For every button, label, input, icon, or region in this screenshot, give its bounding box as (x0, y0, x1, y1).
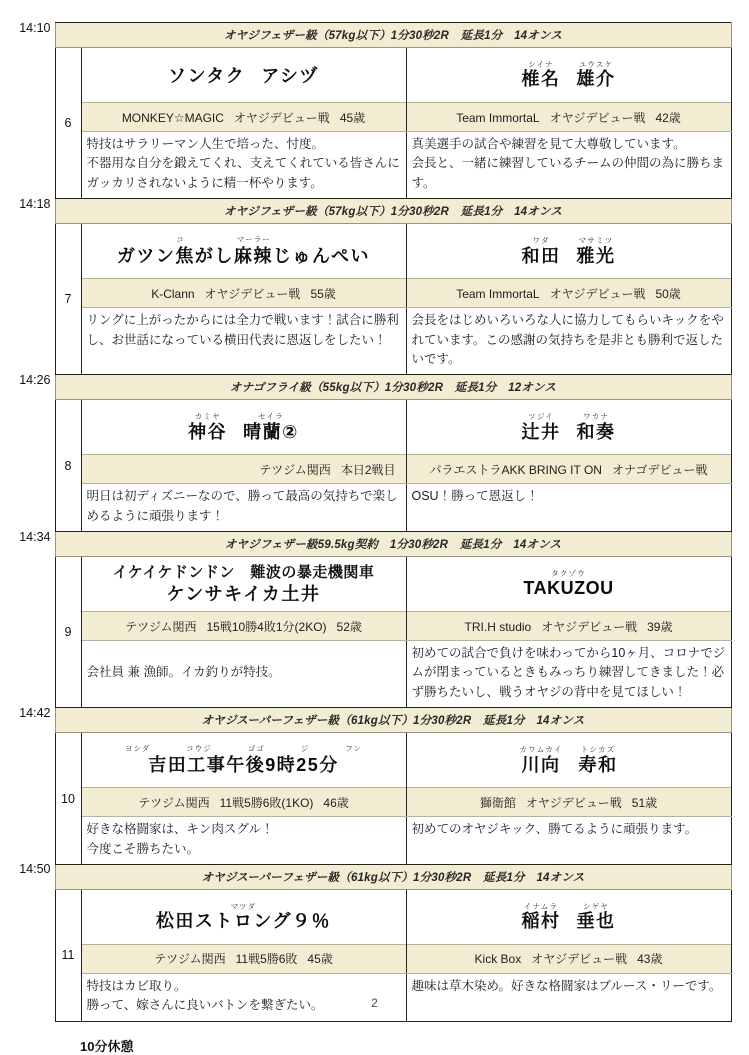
bout-comment-row (18, 132, 731, 199)
blue-corner-name-cell (406, 733, 731, 788)
fighter-comment-line: OSU！勝って恩返し！ (411, 489, 539, 504)
blue-corner-gym-cell (406, 788, 731, 817)
time-spacer (18, 308, 55, 375)
red-corner-comment (81, 308, 406, 375)
fighter-comment-line: ムが閉まっているときもみっちり練習してきました！必 (411, 665, 725, 680)
fighter-comment-line: 初めてのオヤジキック、勝てるように頑張ります。 (411, 822, 698, 837)
fighter-comment-line: 好きな格闘家は、キン肉スグル！ (86, 822, 274, 837)
red-corner-gym-cell (81, 455, 406, 484)
fighter-name: 吉田工事午後9時25分 (148, 755, 339, 776)
blue-corner-name-cell (406, 48, 731, 103)
time-spacer (18, 279, 55, 308)
time-spacer (18, 132, 55, 199)
fighter-record: オヤジデビュー戦 (531, 952, 628, 967)
fighter-age: 45歳 (339, 110, 366, 125)
bout-names-row (18, 733, 731, 788)
fighter-name-ruby: セイラ (258, 412, 284, 422)
fighter-record: オヤジデビュー戦 (549, 286, 646, 301)
bout-class-row (18, 375, 731, 400)
fighter-name: ケンサキイカ土井 (166, 584, 321, 605)
fighter-comment-line: 会社員 兼 漁師。イカ釣りが特技。 (86, 665, 281, 680)
fighter-comment-line: す。 (411, 175, 436, 190)
fighter-name-ruby: マツダ (230, 901, 257, 911)
fighter-name: ワダ 和田 マサミツ 雅光 (521, 236, 616, 266)
bout-names-row (18, 400, 731, 455)
fighter-name-ruby: トシカズ (580, 745, 616, 755)
fighter-name-ruby: ユウスケ (578, 59, 614, 69)
bout-gym-row (18, 279, 731, 308)
red-corner-gym-cell (81, 103, 406, 132)
fighter-name-ruby: イナムラ (523, 901, 559, 911)
fighter-age: 42歳 (655, 110, 681, 125)
bout-class-line: オヤジフェザー級59.5kg契約 1分30秒2R 延長1分 14オンス (55, 532, 731, 557)
fighter-record: オヤジデビュー戦 (549, 110, 646, 125)
red-corner-name-cell (81, 224, 406, 279)
time-spacer (18, 103, 55, 132)
bout-time: 14:18 (19, 196, 51, 211)
fighter-record: オヤジデビュー戦 (525, 795, 622, 810)
blue-corner-comment (406, 308, 731, 375)
red-corner-comment (81, 484, 406, 532)
fighter-name-ruby: ワダ (532, 236, 550, 246)
bout-class-line: オヤジフェザー級（57kg以下）1分30秒2R 延長1分 14オンス (55, 23, 731, 48)
fighter-name: マツダ 松田ストロング９％ (155, 901, 332, 932)
fighter-record: オヤジデビュー戦 (541, 619, 638, 634)
fighter-comment-line: めるように頑張ります！ (86, 508, 225, 523)
fighter-comment-line: れています。この感謝の気持ちを是非とも勝利で返した (411, 332, 724, 347)
fighter-name-ruby: シイナ (528, 59, 554, 69)
red-corner-gym-cell (81, 944, 406, 973)
fighter-age: 45歳 (307, 952, 333, 967)
red-corner-gym-cell (81, 788, 406, 817)
time-spacer (18, 817, 55, 865)
fighter-gym: 獅衛館 (479, 795, 516, 810)
red-corner-name-cell (81, 400, 406, 455)
fighter-gym: テツジム関西 (154, 952, 226, 967)
fighter-name-ruby: ツジイ (528, 412, 554, 422)
bout-class-row (18, 708, 731, 733)
fighter-record: オヤジデビュー戦 (233, 110, 330, 125)
fighter-name: ツジイ 辻井 ワカナ 和奏 (521, 412, 616, 442)
fighter-nickname: イケイケドンドン 難波の暴走機関車 (112, 564, 375, 582)
bout-names-row (18, 48, 731, 103)
fighter-comment-line: し、お世話になっている横田代表に恩返しをしたい！ (86, 332, 387, 347)
fighter-comment-line: 趣味は草木染め。好きな格闘家はブルース・リーです。 (411, 978, 722, 993)
fighter-record: 本日2戦目 (340, 462, 396, 477)
fighter-name: ソンタク アシヅ (167, 65, 320, 86)
bout-gym-row (18, 788, 731, 817)
time-spacer (18, 889, 55, 944)
fighter-name-ruby: ヨシダ コウジ ゴゴ ジ フン (125, 744, 362, 754)
fighter-name-ruby: シゲヤ (583, 901, 609, 911)
red-corner-gym-cell (81, 279, 406, 308)
bout-names-row (18, 889, 731, 944)
bout-class-row (18, 864, 731, 889)
blue-corner-gym-cell (406, 612, 731, 641)
time-spacer (18, 484, 55, 532)
fighter-gym: Kick Box (474, 952, 522, 967)
fighter-name-ruby: タクゾウ (551, 568, 586, 578)
red-corner-name-cell (81, 557, 406, 612)
break-note: 10分休憩 (80, 1038, 134, 1054)
bout-class-line: オヤジフェザー級（57kg以下）1分30秒2R 延長1分 14オンス (55, 199, 731, 224)
bout-class-line: オヤジスーパーフェザー級（61kg以下）1分30秒2R 延長1分 14オンス (55, 708, 731, 733)
fight-card-table (18, 22, 732, 1022)
bout-time: 14:10 (19, 20, 51, 35)
bout-number: 8 (55, 400, 81, 532)
bout-number: 11 (55, 889, 81, 1021)
fighter-name: ガツン焦がし麻辣じゅんぺい (116, 246, 371, 267)
fighter-record: オナゴデビュー戦 (611, 462, 708, 477)
bout-number: 6 (55, 48, 81, 199)
bout-time: 14:42 (19, 705, 51, 720)
bout-comment-row (18, 484, 731, 532)
bout-comment-row (18, 817, 731, 865)
red-corner-name-cell (81, 733, 406, 788)
bout-number: 9 (55, 557, 81, 708)
blue-corner-name-cell (406, 557, 731, 612)
fighter-name: カワムカイ 川向 トシカズ 寿和 (519, 745, 618, 775)
bout-class-row (18, 23, 731, 48)
fighter-name-ruby: カワムカイ (519, 745, 563, 755)
red-corner-name-cell (81, 889, 406, 944)
bout-gym-row (18, 612, 731, 641)
blue-corner-name-cell (406, 400, 731, 455)
bout-number: 10 (55, 733, 81, 865)
time-spacer (18, 400, 55, 455)
fighter-name-ruby: カミヤ (194, 412, 221, 422)
fighter-age: 46歳 (323, 795, 349, 810)
fighter-age: 52歳 (336, 619, 362, 634)
bout-class-row (18, 199, 731, 224)
fighter-age: 39歳 (647, 619, 673, 634)
bout-gym-row (18, 944, 731, 973)
bout-names-row (18, 224, 731, 279)
fighter-name-ruby: マサミツ (578, 236, 614, 246)
fighter-comment-line: 明日は初ディズニーなので、勝って最高の気持ちで楽し (86, 489, 398, 504)
fighter-record: 11戦5勝6敗(1KO) (219, 795, 314, 810)
red-corner-name-cell (81, 48, 406, 103)
fighter-gym: テツジム関西 (138, 795, 210, 810)
red-corner-comment (81, 817, 406, 865)
red-corner-comment (81, 641, 406, 708)
bout-gym-row (18, 455, 731, 484)
fighter-name: カミヤ 神谷 セイラ 晴蘭② (188, 412, 299, 442)
red-corner-gym-cell (81, 612, 406, 641)
time-spacer (18, 612, 55, 641)
fighter-gym: TRI.H studio (464, 619, 532, 634)
fighter-record: 15戦10勝4敗1分(2KO) (206, 619, 327, 634)
fighter-comment-line: 勝って、嫁さんに良いバトンを繋ぎたい。 (86, 998, 324, 1013)
fighter-comment-line: ガッカリされないように精一杯やります。 (86, 175, 323, 190)
fighter-age: 55歳 (310, 286, 336, 301)
fighter-gym: パラエストラAKK BRING IT ON (429, 462, 602, 477)
fighter-comment-line: 会長をはじめいろいろな人に協力してもらいキックをや (411, 313, 724, 328)
fighter-age: 43歳 (637, 952, 663, 967)
bout-names-row (18, 557, 731, 612)
fighter-comment-line: ず勝ちたいし、戦うオヤジの背中を見てほしい！ (411, 684, 687, 699)
fighter-comment-line: 特技はカビ取り。 (86, 978, 187, 993)
blue-corner-gym-cell (406, 279, 731, 308)
fighter-name-ruby: コ マーラー (176, 235, 271, 245)
fighter-record: 11戦5勝6敗 (235, 952, 298, 967)
fighter-comment-line: 特技はサラリーマン人生で培った、忖度。 (86, 137, 325, 151)
blue-corner-name-cell (406, 224, 731, 279)
fighter-gym: MONKEY☆MAGIC (121, 110, 224, 125)
fighter-comment-line: 会長と、一緒に練習しているチームの仲間の為に勝ちま (411, 156, 725, 171)
blue-corner-name-cell (406, 889, 731, 944)
time-spacer (18, 641, 55, 708)
bout-gym-row (18, 103, 731, 132)
time-spacer (18, 944, 55, 973)
bout-class-row (18, 532, 731, 557)
fighter-comment-line: いです。 (411, 351, 461, 366)
fighter-comment-line: 初めての試合で負けを味わってから10ヶ月、コロナでジ (411, 646, 726, 660)
time-spacer (18, 48, 55, 103)
blue-corner-comment (406, 484, 731, 532)
time-spacer (18, 455, 55, 484)
fighter-age: 50歳 (655, 286, 681, 301)
bout-time: 14:26 (19, 372, 51, 387)
fighter-age: 51歳 (631, 795, 658, 810)
page-number: 2 (371, 996, 378, 1010)
blue-corner-comment (406, 132, 731, 199)
fighter-record: オヤジデビュー戦 (204, 286, 301, 301)
time-spacer (18, 557, 55, 612)
time-spacer (18, 733, 55, 788)
time-spacer (18, 224, 55, 279)
fighter-comment-line (87, 644, 401, 663)
time-spacer (18, 788, 55, 817)
blue-corner-comment (406, 817, 731, 865)
fighter-comment-line: 今度こそ勝ちたい。 (86, 841, 200, 856)
fighter-comment-line: リングに上がったからには全力で戦います！試合に勝利 (86, 313, 399, 328)
fighter-comment-line: 不器用な自分を鍛えてくれ、支えてくれている皆さんに (86, 156, 400, 171)
bout-time: 14:34 (19, 529, 51, 544)
blue-corner-gym-cell (406, 944, 731, 973)
fighter-name: イナムラ 稲村 シゲヤ 垂也 (521, 901, 616, 932)
blue-corner-gym-cell (406, 455, 731, 484)
bout-class-line: オヤジスーパーフェザー級（61kg以下）1分30秒2R 延長1分 14オンス (55, 864, 731, 889)
blue-corner-gym-cell (406, 103, 731, 132)
fighter-name: タクゾウ TAKUZOU (523, 568, 614, 599)
fighter-gym: Team ImmortaL (456, 286, 540, 301)
fighter-comment-line: 真美選手の試合や練習を見て大尊敬しています。 (411, 137, 686, 151)
bout-comment-row (18, 641, 731, 708)
fighter-gym: Team ImmortaL (456, 110, 540, 125)
fighter-gym: テツジム関西 (259, 462, 331, 477)
bout-comment-row (18, 308, 731, 375)
bout-time: 14:50 (19, 862, 51, 877)
fighter-gym: K-Clann (151, 286, 195, 301)
fighter-name: シイナ 椎名 ユウスケ 雄介 (521, 59, 616, 90)
bout-class-line: オナゴフライ級（55kg以下）1分30秒2R 延長1分 12オンス (55, 375, 731, 400)
fighter-gym: テツジム関西 (125, 619, 197, 634)
blue-corner-comment (406, 641, 731, 708)
red-corner-comment (81, 132, 406, 199)
fighter-name-ruby: ワカナ (582, 412, 610, 422)
bout-number: 7 (55, 224, 81, 375)
